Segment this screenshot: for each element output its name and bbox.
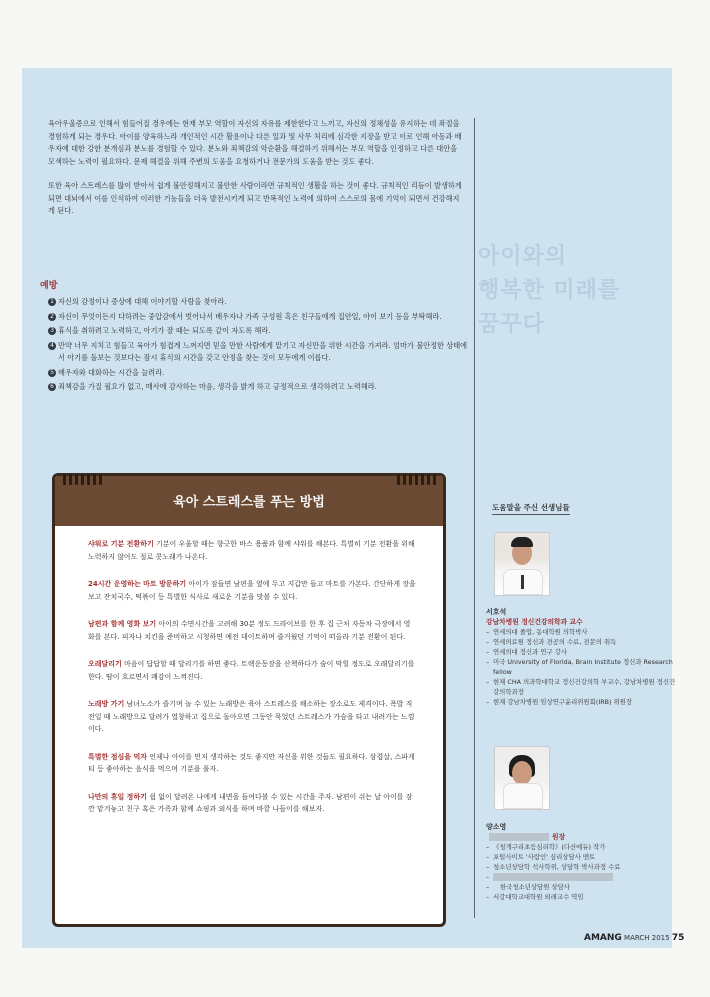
redacted-block bbox=[489, 833, 549, 841]
tip-item: 특별한 점심을 먹자 언제나 아이를 먼저 생각하는 것도 좋지만 자신을 위한 것들도 필요하다. 삼겹살, 스파게티 등 좋아하는 음식을 먹으며 기분을 풀자. bbox=[88, 752, 415, 773]
doctor1-name: 서호석 bbox=[486, 608, 507, 616]
list-item: 3 휴식을 취하려고 노력하고, 아기가 잘 때는 되도록 같이 자도록 해라. bbox=[48, 325, 468, 338]
list-item: – 포털사이트 '사람인' 심리상담사 멘토 bbox=[486, 852, 676, 862]
doctor2-role: 원장 bbox=[486, 832, 676, 842]
list-item: 5 배우자와 대화하는 시간을 늘려라. bbox=[48, 367, 468, 380]
tips-box bbox=[52, 473, 446, 927]
list-item: – 연세의대 정신과 연구 강사 bbox=[486, 647, 676, 657]
redacted-block bbox=[493, 873, 613, 881]
footer-brand: AMANG bbox=[584, 933, 622, 943]
list-item: 1 자신의 감정이나 증상에 대해 이야기할 사람을 찾아라. bbox=[48, 296, 468, 309]
column-divider bbox=[474, 118, 475, 918]
doctor2-profile bbox=[486, 822, 676, 902]
list-item: – 서강대학교대학원 외래교수 역임 bbox=[486, 892, 676, 902]
tip-item: 나만의 휴일 정하기 쉼 없이 달려온 나에게 내면을 들여다볼 수 있는 시간을 주자. 남편이 쉬는 날 아이를 잠깐 맡겨놓고 친구 혹은 가족과 함께 쇼핑과 외식을 하며 바깥 나들이를 해보자. bbox=[88, 792, 413, 813]
tip-item: 샤워로 기분 전환하기 기분이 우울할 때는 향긋한 바스 용품과 함께 샤워를 해본다. 특별히 기분 전환을 위해 노력하지 않아도 절로 콧노래가 나온다. bbox=[88, 540, 415, 561]
tip-item: 남편과 함께 영화 보기 아이의 수면시간을 고려해 30분 정도 드라이브를 한 후 집 근처 자동차 극장에서 영화를 본다. 피자나 치킨을 준비하고 시청하면 예전 데이트하며 즐거웠던 기억이 떠올라 기분 전환이 된다. bbox=[88, 620, 411, 641]
tip-item: 24시간 운영하는 마트 방문하기 아이가 잠들면 남편을 옆에 두고 지갑만 들고 마트를 가본다. 간단하게 장을 보고 잔치국수, 떡볶이 등 특별한 식사로 새로운 기분을 맛볼 수 있다. bbox=[88, 580, 416, 601]
page-number: 75 bbox=[671, 933, 685, 943]
list-item: – 연세의료원 정신과 전공의 수료, 전문의 취득 bbox=[486, 637, 676, 647]
tips-body bbox=[88, 538, 416, 831]
main-text bbox=[48, 118, 466, 230]
prevention-list bbox=[48, 296, 468, 396]
list-item: 4 만약 너무 지치고 힘들고 육아가 힘겹게 느껴지면 믿을 만한 사람에게 맡기고 자신만을 위한 시간을 가져라. 엄마가 불안정한 상태에서 아기를 돌보는 것보다는 잠시 휴식의 시간을 갖고 안정을 찾는 것이 모두에게 이롭다. bbox=[48, 340, 468, 365]
bleed-through-title: 아이와의 행복한 미래를 꿈꾸다 bbox=[478, 244, 621, 337]
list-item bbox=[486, 872, 676, 882]
doctor1-profile bbox=[486, 607, 676, 707]
helpers-title: 도움말을 주신 선생님들 bbox=[492, 502, 570, 515]
doctor1-role: 강남차병원 정신건강의학과 교수 bbox=[486, 618, 583, 626]
list-item: – 《청개구리초등심리학》(다산에듀) 작가 bbox=[486, 842, 676, 852]
list-item: – 미국 University of Florida, Brain Institute 정신과 Research fellow bbox=[486, 657, 676, 677]
list-item: 6 죄책감을 가질 필요가 없고, 매사에 감사하는 마음, 생각을 밝게 하고 긍정적으로 생각하려고 노력해라. bbox=[48, 381, 468, 394]
paragraph-2: 또한 육아 스트레스를 많이 받아서 쉽게 불안정해지고 불안한 사람이라면 규칙적인 생활을 하는 것이 좋다. 규칙적인 리듬이 발생하게 되면 대뇌에서 이를 인식하여 이러한 기능들을 더욱 발전시키게 되고 반복적인 노력에 의하여 스스로의 몸에 기억이 되면서 건강해지게 된다. bbox=[48, 181, 462, 215]
prevention-heading: 예방 bbox=[40, 281, 58, 291]
tip-item: 노래방 가기 남녀노소가 즐기며 놀 수 있는 노래방은 육아 스트레스를 해소하는 장소로도 제격이다. 폭발 직전일 때 노래방으로 달려가 열창하고 집으로 돌아오면 그동안 묵었던 스트레스가 가슴을 타고 내려가는 느낌이다. bbox=[88, 700, 415, 733]
doctor-photo bbox=[494, 532, 550, 596]
counselor-photo bbox=[494, 746, 550, 810]
list-item: – 청소년상담학 석사학위, 상담학 박사과정 수료 bbox=[486, 862, 676, 872]
footer-issue: MARCH 2015 bbox=[624, 934, 670, 942]
paragraph-1: 육아우울증으로 인해서 힘들어질 경우에는 현재 부모 역할이 자신의 자유를 제한한다고 느끼고, 자신의 정체성을 유지하는 데 좌절을 경험하게 되는 경우다. 아이를 양육하느라 개인적인 시간 활용이나 다른 일과 및 사무 처리에 심각한 지장을 받고 이로 인해 아동과 배우자에 대한 강한 분개심과 분노를 경험할 수 있다. 분노와 죄책감의 악순환을 해결하기 위해서는 부모 역할을 인정하고 다른 대안을 모색하는 노력이 필요하다. 문제 해결을 위해 주변의 도움을 요청하거나 전문가의 도움을 받는 것도 좋다. bbox=[48, 119, 462, 166]
tips-box-title: 육아 스트레스를 푸는 방법 bbox=[55, 476, 443, 526]
page-footer bbox=[584, 933, 684, 943]
list-item: – 현재 강남차병원 임상연구윤리위원회(IRB) 위원장 bbox=[486, 697, 676, 707]
doctor2-name-line: 양소영 bbox=[486, 823, 507, 831]
list-item: – 연세의대 졸업, 동대학원 의학박사 bbox=[486, 627, 676, 637]
tip-item: 오래달리기 마음이 답답할 때 달리기를 하면 좋다. 트랙운동장을 산책하다가 숨이 막힐 정도로 오래달리기를 한다. 땀이 흐르면서 쾌감이 느껴진다. bbox=[88, 660, 415, 681]
binder-rings bbox=[55, 470, 443, 482]
list-item: – 한국청소년상담원 상담사 bbox=[486, 882, 676, 892]
list-item: 2 자신이 무엇이든지 다하려는 중압감에서 벗어나서 배우자나 가족 구성원 혹은 친구들에게 집안일, 아이 보기 등을 부탁해라. bbox=[48, 311, 468, 324]
list-item: – 현재 CHA 의과학대학교 정신건강의학 부교수, 강남차병원 정신건강의학과장 bbox=[486, 677, 676, 697]
